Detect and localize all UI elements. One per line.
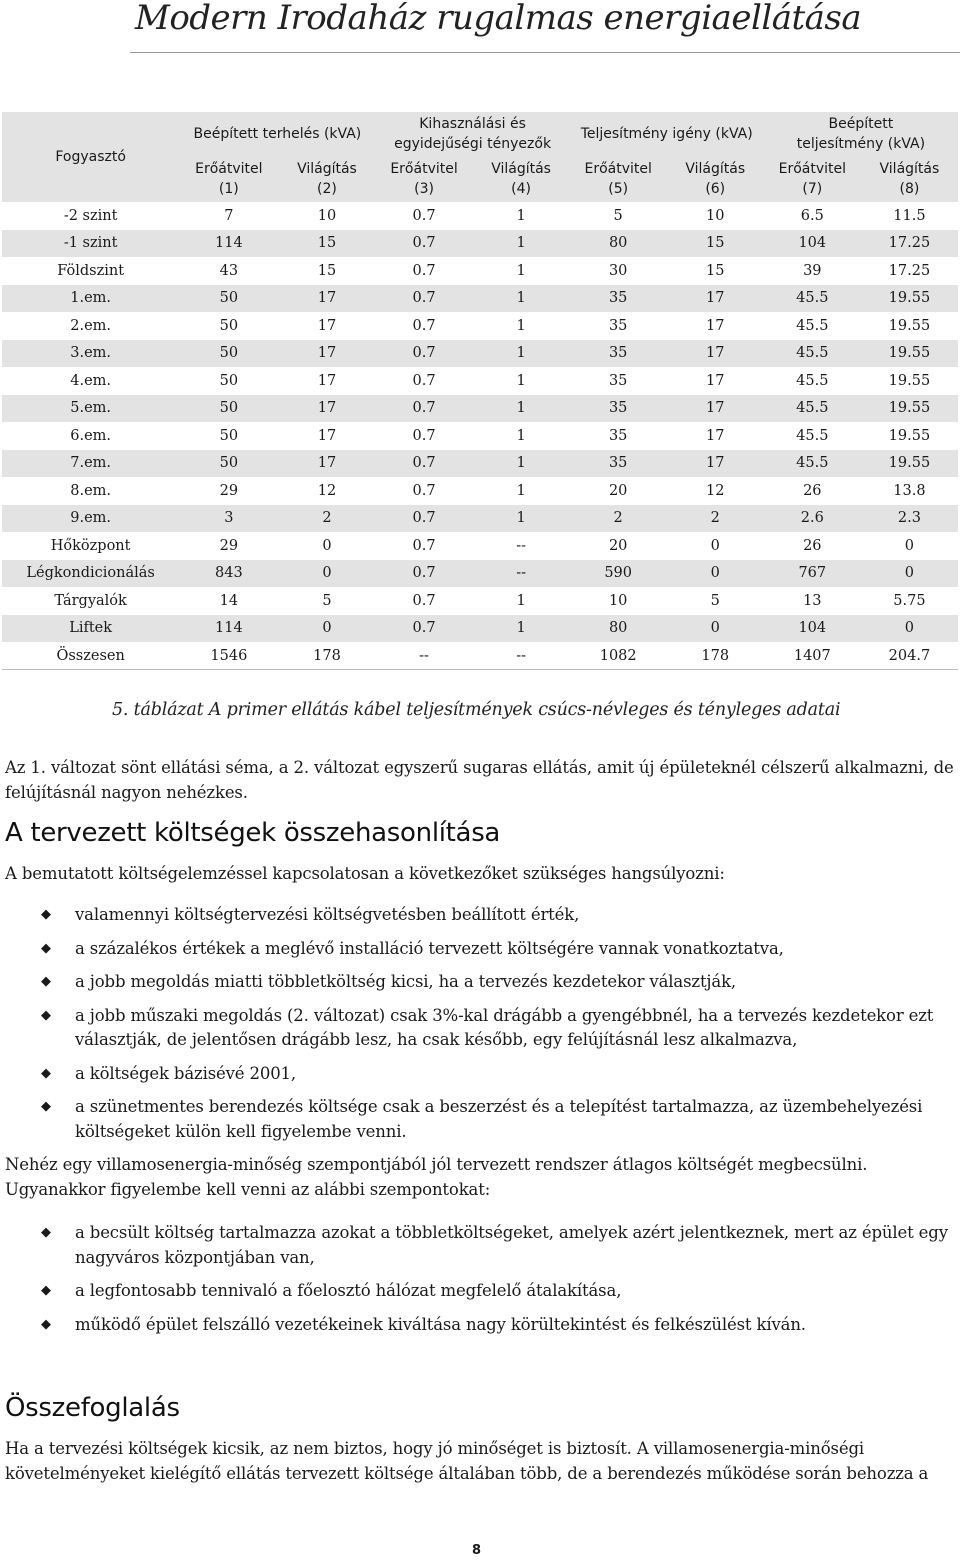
table-cell: 30 (570, 257, 667, 285)
row-label: 7.em. (2, 450, 179, 478)
subheader-cell (473, 156, 570, 202)
table-cell: 0.7 (376, 560, 473, 588)
table-cell: 0 (278, 532, 375, 560)
table-body (2, 202, 958, 670)
row-label: 5.em. (2, 395, 179, 423)
diamond-bullet-icon: ◆ (41, 1007, 51, 1023)
bullet-item (0, 1095, 960, 1144)
table-cell: 35 (570, 450, 667, 478)
table-cell: 43 (179, 257, 278, 285)
table-cell: 35 (570, 367, 667, 395)
subheader-cell (861, 156, 958, 202)
row-label: -2 szint (2, 202, 179, 230)
subheader-cell (179, 156, 278, 202)
bullet-item (0, 970, 960, 995)
table-cell: 45.5 (764, 285, 861, 313)
table-cell: 5 (667, 587, 764, 615)
row-label: 9.em. (2, 505, 179, 533)
table-cell: 0.7 (376, 422, 473, 450)
row-label: Légkondicionálás (2, 560, 179, 588)
table-cell: 17.25 (861, 230, 958, 258)
table-row (2, 615, 958, 643)
diamond-bullet-icon: ◆ (41, 1065, 51, 1081)
table-cell: 45.5 (764, 367, 861, 395)
subheader-number: (2) (317, 181, 337, 197)
subheader-cell (570, 156, 667, 202)
table-cell: 1 (473, 202, 570, 230)
table-cell: 0 (278, 615, 375, 643)
table-cell: 20 (570, 532, 667, 560)
page-title: Modern Irodaház rugalmas energiaellátása (135, 0, 862, 38)
table-cell: 1 (473, 450, 570, 478)
header-group: Kihasználási és egyidejűségi tényezők (376, 112, 570, 156)
table-cell: 1 (473, 257, 570, 285)
table-cell: 80 (570, 230, 667, 258)
diamond-bullet-icon: ◆ (41, 1099, 51, 1114)
subheader-name: Erőátvitel (778, 161, 846, 177)
table-cell: 0.7 (376, 395, 473, 423)
subheader-cell (376, 156, 473, 202)
table-cell: 45.5 (764, 312, 861, 340)
table-cell: 1 (473, 422, 570, 450)
table-cell: 45.5 (764, 422, 861, 450)
table-cell: 17.25 (861, 257, 958, 285)
table-cell: 29 (179, 532, 278, 560)
table-cell: 178 (278, 642, 375, 670)
table-cell: 17 (667, 450, 764, 478)
table-cell: 0 (861, 560, 958, 588)
table-cell: 13.8 (861, 477, 958, 505)
table-cell: 5 (278, 587, 375, 615)
table-cell: 17 (667, 285, 764, 313)
table-cell: 1 (473, 367, 570, 395)
bullet-text: a költségek bázisévé 2001, (75, 1063, 296, 1083)
table-cell: 1 (473, 285, 570, 313)
subheader-number: (4) (511, 181, 532, 197)
table-cell: 1082 (570, 642, 667, 670)
table-cell: 19.55 (861, 312, 958, 340)
table-row (2, 367, 958, 395)
table-row (2, 257, 958, 285)
row-label: Tárgyalók (2, 587, 179, 615)
table-cell: 0.7 (376, 340, 473, 368)
row-label: Liftek (2, 615, 179, 643)
table-cell: 7 (179, 202, 278, 230)
subheader-name: Világítás (879, 161, 940, 177)
table-head (2, 112, 958, 202)
table-row (2, 230, 958, 258)
table-cell: 0.7 (376, 505, 473, 533)
costs-bullet-list (0, 903, 960, 1153)
table-cell: 0.7 (376, 257, 473, 285)
table-row (2, 340, 958, 368)
table-cell: 114 (179, 230, 278, 258)
row-label: 8.em. (2, 477, 179, 505)
table-cell: 17 (667, 395, 764, 423)
table-cell: -- (376, 642, 473, 670)
table-cell: 1546 (179, 642, 278, 670)
table-cell: 2 (667, 505, 764, 533)
table-row (2, 560, 958, 588)
table-cell: 2 (570, 505, 667, 533)
header-group: Teljesítmény igény (kVA) (570, 112, 764, 156)
table-cell: 35 (570, 422, 667, 450)
subheader-name: Világítás (297, 161, 357, 177)
table-cell: 767 (764, 560, 861, 588)
table-cell: 178 (667, 642, 764, 670)
subheader-number: (7) (802, 181, 823, 197)
table-cell: 1 (473, 395, 570, 423)
table-cell: 17 (667, 367, 764, 395)
table-cell: 204.7 (861, 642, 958, 670)
section-heading-summary: Összefoglalás (5, 1393, 180, 1423)
table-cell: 19.55 (861, 367, 958, 395)
row-label: 1.em. (2, 285, 179, 313)
table-cell: 3 (179, 505, 278, 533)
table-cell: 11.5 (861, 202, 958, 230)
table-cell: 0.7 (376, 312, 473, 340)
row-label: Hőközpont (2, 532, 179, 560)
table-cell: 20 (570, 477, 667, 505)
table-cell: 0 (861, 532, 958, 560)
bullet-item (0, 1062, 960, 1087)
diamond-bullet-icon: ◆ (41, 1283, 51, 1298)
energy-data-table (2, 112, 958, 670)
table-cell: 2 (278, 505, 375, 533)
table-cell: 45.5 (764, 450, 861, 478)
table-cell: 0.7 (376, 367, 473, 395)
subheader-cell (278, 156, 375, 202)
table-cell: 1 (473, 340, 570, 368)
subheader-cell (764, 156, 861, 202)
diamond-bullet-icon: ◆ (41, 1316, 51, 1332)
table-cell: 12 (278, 477, 375, 505)
bullet-item (0, 1279, 960, 1304)
bullet-text: a jobb műszaki megoldás (2. változat) csak 3%-kal drágább a gyengébbnél, ha a tervezés kezdetekor ezt választják, de jelentősen drágább lesz, ha csak később, egy felújításnál lesz alkalmazva, (75, 1005, 934, 1049)
bullet-item (0, 1004, 960, 1053)
table-cell: 1 (473, 615, 570, 643)
table-row (2, 450, 958, 478)
table-cell: 50 (179, 367, 278, 395)
table-cell: 10 (570, 587, 667, 615)
table-cell: 1 (473, 505, 570, 533)
row-label: 6.em. (2, 422, 179, 450)
table-cell: 17 (278, 367, 375, 395)
subheader-number: (8) (899, 181, 920, 197)
table-cell: 45.5 (764, 340, 861, 368)
bullet-text: a jobb megoldás miatti többletköltség kicsi, ha a tervezés kezdetekor választják, (75, 972, 737, 991)
table-caption: 5. táblázat A primer ellátás kábel teljesítmények csúcs-névleges és tényleges adatai (112, 700, 841, 720)
page-number: 8 (472, 1543, 482, 1558)
row-label: Összesen (2, 642, 179, 670)
bullet-item (0, 937, 960, 962)
table-cell: 6.5 (764, 202, 861, 230)
table-cell: 0.7 (376, 615, 473, 643)
table-cell: 114 (179, 615, 278, 643)
table-cell: 19.55 (861, 340, 958, 368)
costs-paragraph: Nehéz egy villamosenergia-minőség szempontjából jól tervezett rendszer átlagos költségét megbecsülni. Ugyanakkor figyelembe kell venni az alábbi szempontokat: (5, 1155, 868, 1199)
table-cell: 1 (473, 230, 570, 258)
table-row (2, 532, 958, 560)
row-label: 2.em. (2, 312, 179, 340)
table-cell: 12 (667, 477, 764, 505)
header-group: Beépített terhelés (kVA) (179, 112, 375, 156)
table-row (2, 202, 958, 230)
table-cell: 0.7 (376, 477, 473, 505)
title-divider (130, 52, 960, 53)
subheader-number: (6) (705, 181, 726, 197)
section-heading-costs: A tervezett költségek összehasonlítása (5, 818, 501, 848)
table-cell: 0.7 (376, 202, 473, 230)
bullet-text: a legfontosabb tennivaló a főelosztó hálózat megfelelő átalakítása, (75, 1281, 622, 1300)
table-cell: 17 (667, 340, 764, 368)
subheader-number: (1) (218, 181, 239, 197)
table-cell: 1 (473, 312, 570, 340)
diamond-bullet-icon: ◆ (41, 974, 51, 989)
table-cell: 5 (570, 202, 667, 230)
table-cell: 17 (278, 450, 375, 478)
subheader-name: Világítás (685, 161, 746, 177)
costs-intro: A bemutatott költségelemzéssel kapcsolatosan a következőket szükséges hangsúlyozni: (5, 864, 725, 883)
table-cell: 1 (473, 587, 570, 615)
table-row (2, 505, 958, 533)
header-group: Beépített teljesítmény (kVA) (764, 112, 958, 156)
table-cell: 35 (570, 340, 667, 368)
table-cell: 17 (667, 312, 764, 340)
subheader-name: Erőátvitel (195, 161, 263, 177)
table-cell: 104 (764, 615, 861, 643)
row-label: 4.em. (2, 367, 179, 395)
table-cell: 35 (570, 285, 667, 313)
intro-paragraph: Az 1. változat sönt ellátási séma, a 2. változat egyszerű sugaras ellátás, amit új épületeknél célszerű alkalmazni, de felújításnál nagyon nehézkes. (5, 758, 954, 802)
table-cell: 0 (278, 560, 375, 588)
table-cell: 19.55 (861, 395, 958, 423)
table-cell: 35 (570, 312, 667, 340)
table-cell: 15 (278, 230, 375, 258)
bullet-text: működő épület felszálló vezetékeinek kiváltása nagy körültekintést és felkészülést kíván. (75, 1314, 806, 1334)
table-cell: 843 (179, 560, 278, 588)
table-cell: 19.55 (861, 450, 958, 478)
table-cell: 0 (667, 560, 764, 588)
table-cell: 10 (278, 202, 375, 230)
bullet-text: a becsült költség tartalmazza azokat a többletköltségeket, amelyek azért jelentkeznek, mert az épület egy nagyváros központjában van, (75, 1223, 948, 1267)
diamond-bullet-icon: ◆ (41, 1225, 51, 1240)
table-cell: 0.7 (376, 587, 473, 615)
table-cell: 50 (179, 450, 278, 478)
bullet-item (0, 1221, 960, 1270)
table-cell: 0.7 (376, 285, 473, 313)
table-cell: 15 (667, 230, 764, 258)
bullet-item (0, 1313, 960, 1338)
table-row (2, 642, 958, 670)
table-cell: 104 (764, 230, 861, 258)
table-cell: -- (473, 560, 570, 588)
table-cell: 19.55 (861, 422, 958, 450)
table-cell: 50 (179, 285, 278, 313)
considerations-bullet-list (0, 1221, 960, 1346)
table-cell: 13 (764, 587, 861, 615)
table-cell: 0.7 (376, 230, 473, 258)
table-cell: 45.5 (764, 395, 861, 423)
subheader-cell (667, 156, 764, 202)
table-cell: 5.75 (861, 587, 958, 615)
table-cell: 0.7 (376, 532, 473, 560)
table-cell: 2.3 (861, 505, 958, 533)
table-cell: 0.7 (376, 450, 473, 478)
table-cell: 1 (473, 477, 570, 505)
table-cell: 26 (764, 477, 861, 505)
table-row (2, 395, 958, 423)
table-cell: 17 (278, 422, 375, 450)
subheader-number: (5) (608, 181, 629, 197)
table-cell: 50 (179, 422, 278, 450)
table-row (2, 587, 958, 615)
table-cell: -- (473, 532, 570, 560)
table-cell: 15 (667, 257, 764, 285)
row-label: Földszint (2, 257, 179, 285)
table-cell: 14 (179, 587, 278, 615)
table-row (2, 312, 958, 340)
table-row (2, 285, 958, 313)
summary-paragraph: Ha a tervezési költségek kicsik, az nem biztos, hogy jó minőséget is biztosít. A villamosenergia-minőségi követelményeket kielégítő ellátás tervezett költsége általában több, de a berendezés működése során behozza a (5, 1439, 929, 1483)
header-fogyaszto: Fogyasztó (2, 112, 179, 202)
table-cell: 17 (278, 285, 375, 313)
table-cell: 39 (764, 257, 861, 285)
table-cell: 26 (764, 532, 861, 560)
table-cell: 2.6 (764, 505, 861, 533)
subheader-number: (3) (414, 181, 434, 197)
table-cell: 10 (667, 202, 764, 230)
bullet-text: valamennyi költségtervezési költségvetésben beállított érték, (75, 905, 580, 924)
table-cell: 17 (667, 422, 764, 450)
row-label: -1 szint (2, 230, 179, 258)
subheader-name: Erőátvitel (584, 161, 652, 177)
subheader-name: Erőátvitel (390, 161, 458, 177)
table-cell: -- (473, 642, 570, 670)
table-cell: 17 (278, 395, 375, 423)
row-label: 3.em. (2, 340, 179, 368)
table-cell: 50 (179, 312, 278, 340)
table-cell: 80 (570, 615, 667, 643)
table-cell: 50 (179, 340, 278, 368)
table-cell: 17 (278, 312, 375, 340)
table-cell: 590 (570, 560, 667, 588)
diamond-bullet-icon: ◆ (41, 940, 51, 956)
diamond-bullet-icon: ◆ (41, 907, 51, 922)
bullet-text: a szünetmentes berendezés költsége csak a beszerzést és a telepítést tartalmazza, az üzembehelyezési költségeket külön kell figyelembe venni. (75, 1097, 923, 1141)
table-cell: 17 (278, 340, 375, 368)
table-cell: 1407 (764, 642, 861, 670)
table-cell: 0 (667, 532, 764, 560)
bullet-text: a százalékos értékek a meglévő installáció tervezett költségére vannak vonatkoztatva, (75, 938, 784, 958)
table-cell: 19.55 (861, 285, 958, 313)
table-row (2, 477, 958, 505)
table-cell: 15 (278, 257, 375, 285)
table-cell: 50 (179, 395, 278, 423)
table-cell: 35 (570, 395, 667, 423)
subheader-name: Világítás (491, 161, 551, 177)
bullet-item (0, 903, 960, 928)
table-cell: 0 (861, 615, 958, 643)
table-row (2, 422, 958, 450)
table-cell: 0 (667, 615, 764, 643)
table-cell: 29 (179, 477, 278, 505)
